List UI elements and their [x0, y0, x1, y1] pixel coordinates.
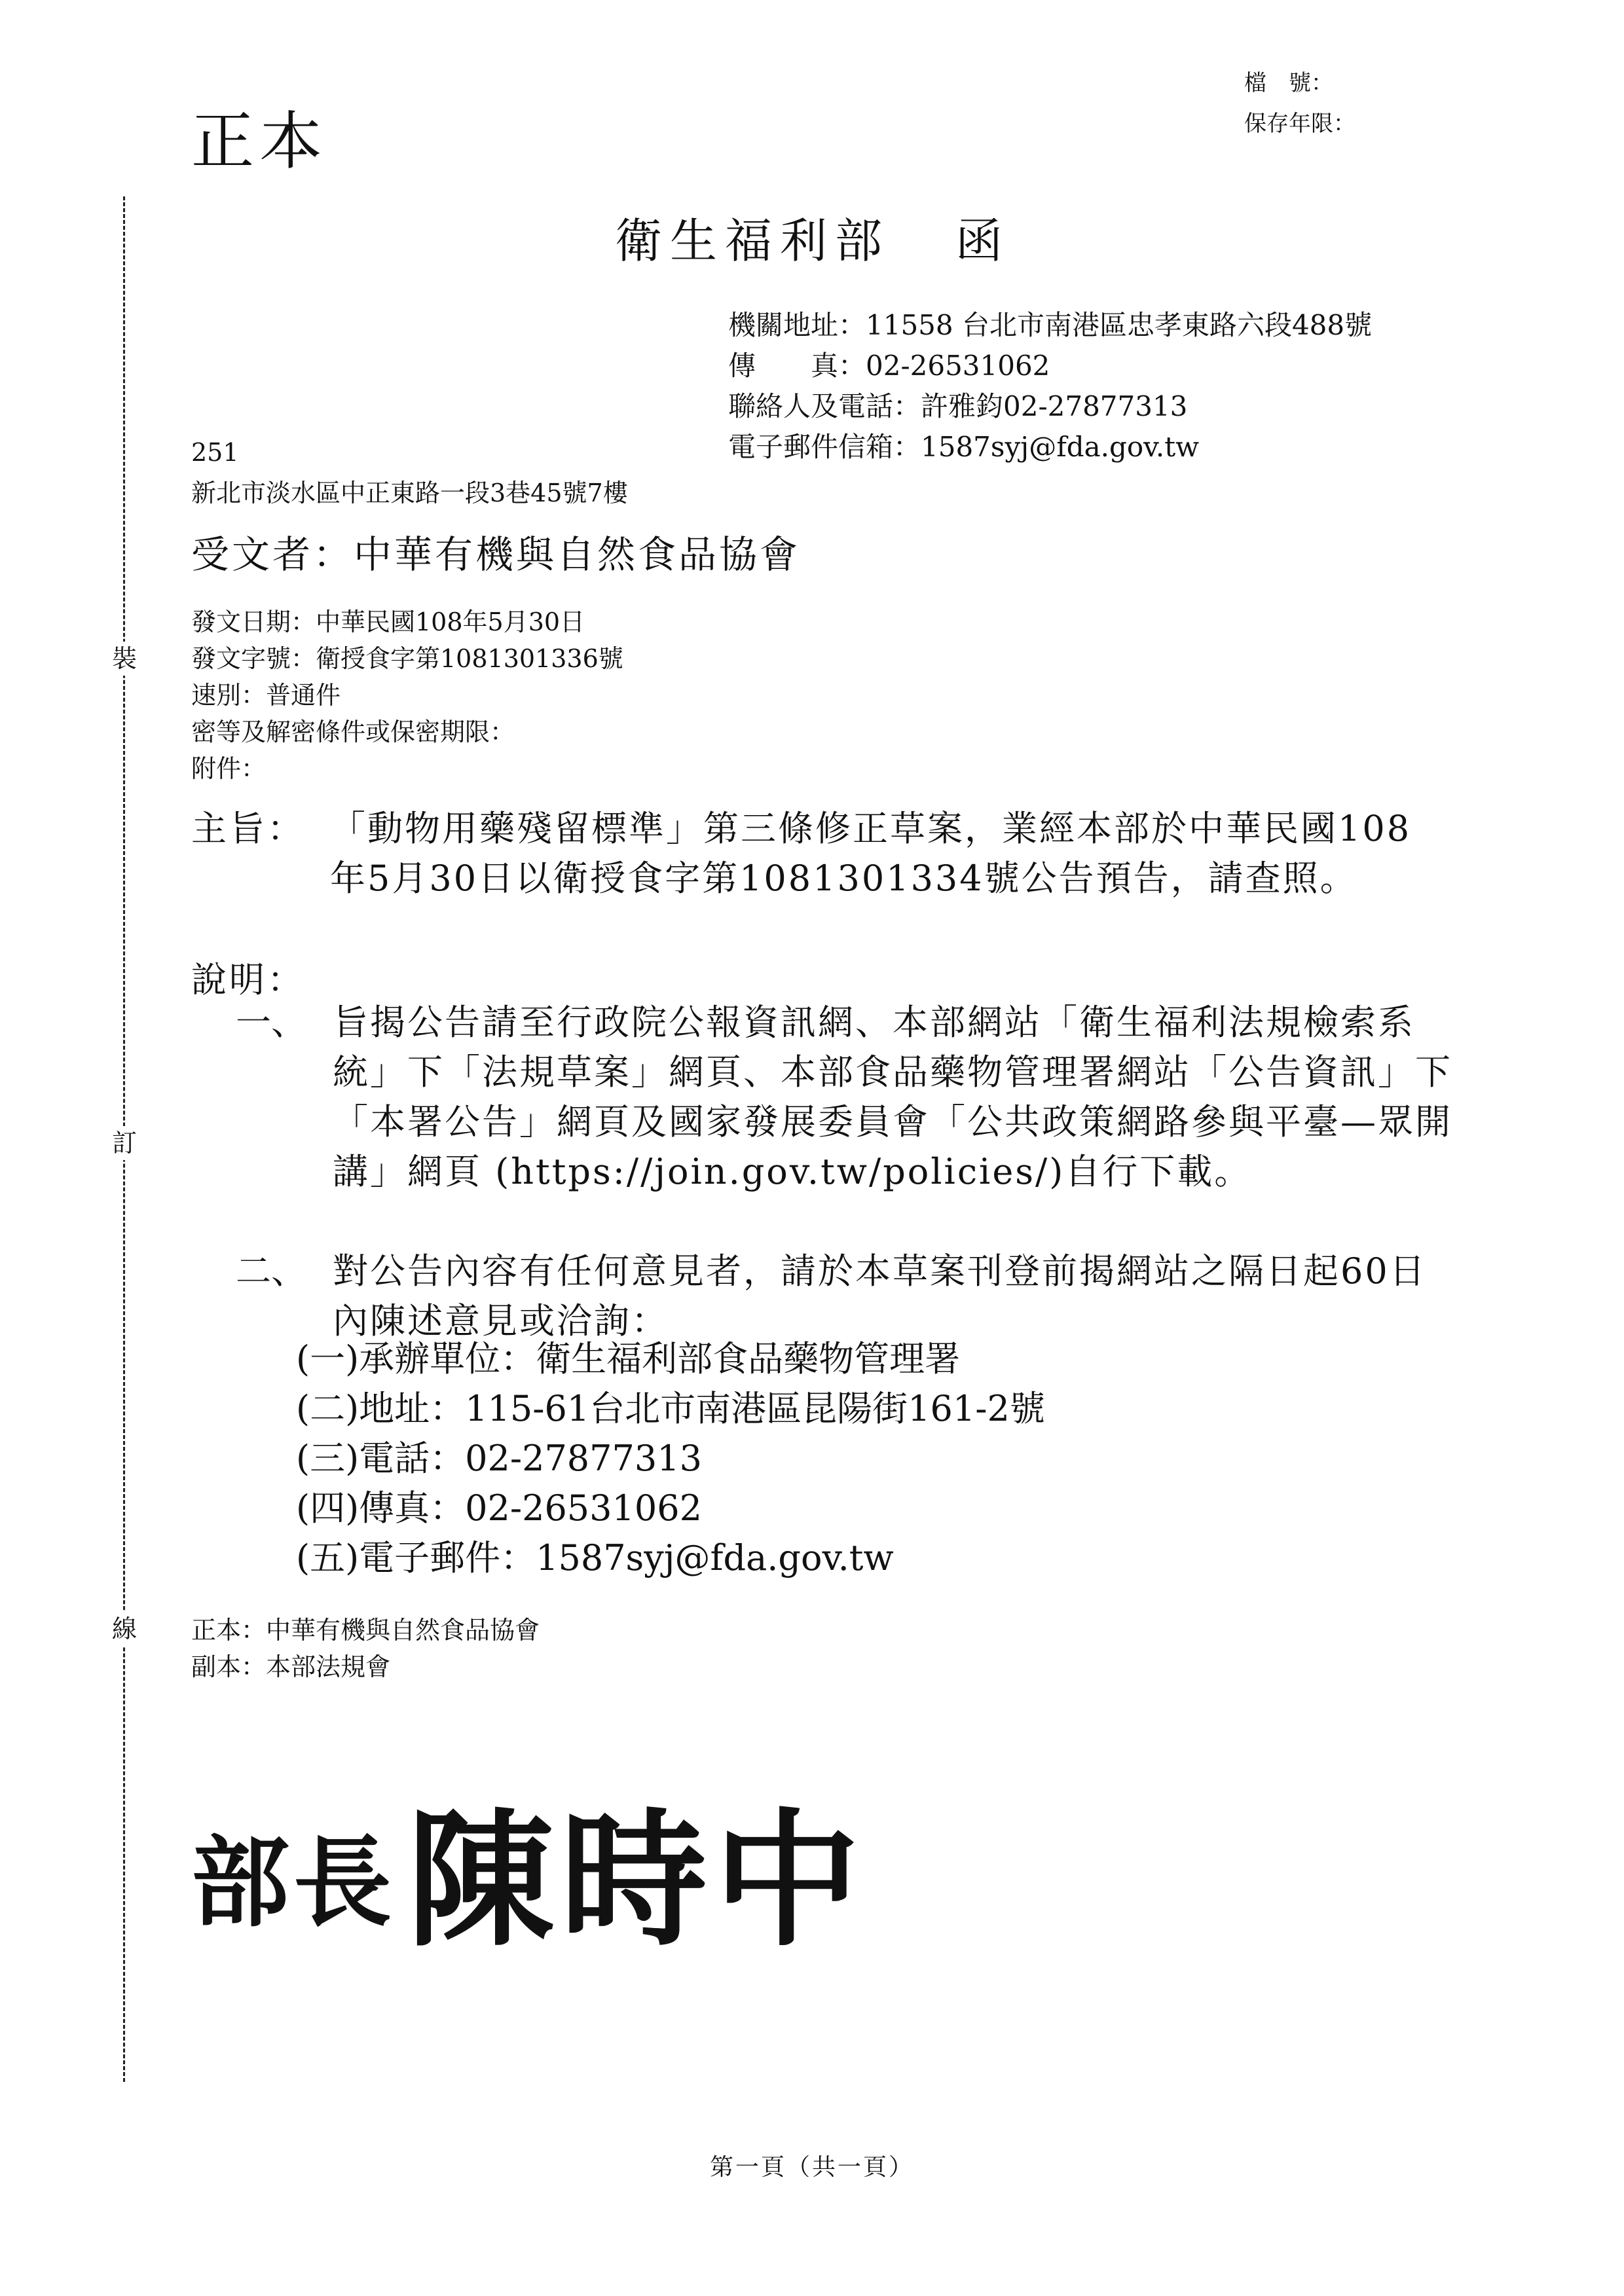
meta-attachment: 附件： — [191, 754, 267, 783]
recipient: 受文者：中華有機與自然食品協會 — [191, 532, 801, 577]
agency-info — [728, 305, 1372, 467]
svg-text:陳時中: 陳時中 — [407, 1794, 867, 1964]
sub-item-address: (二)地址：115-61台北市南港區昆陽街161-2號 — [296, 1388, 1045, 1429]
file-no-label: 檔 號： — [1244, 70, 1333, 96]
retention-label: 保存年限： — [1244, 111, 1356, 137]
copies-original: 正本：中華有機與自然食品協會 — [191, 1616, 540, 1645]
agency-fax: 傳 真：02-26531062 — [728, 350, 1050, 382]
title-org: 衛生福利部 — [614, 213, 890, 268]
copies-duplicate: 副本：本部法規會 — [191, 1652, 391, 1681]
sub-item-phone: (三)電話：02-27877313 — [296, 1438, 702, 1479]
recipient-postal — [191, 432, 628, 513]
agency-contact: 聯絡人及電話：許雅鈞02-27877313 — [728, 390, 1188, 422]
sub-item-unit: (一)承辦單位：衛生福利部食品藥物管理署 — [296, 1338, 961, 1379]
copy-mark: 正本 — [191, 105, 327, 178]
minister-signature — [191, 1768, 990, 1964]
meta-speed: 速別：普通件 — [191, 681, 341, 710]
meta-doc-no: 發文字號：衛授食字第1081301336號 — [191, 644, 623, 673]
binding-char-xian: 線 — [107, 1612, 141, 1646]
binding-char-ding: 訂 — [107, 1126, 141, 1160]
svg-text:部長: 部長 — [191, 1825, 396, 1941]
title-doc-type: 函 — [955, 213, 1010, 268]
subject — [191, 804, 1449, 903]
item-1-number: 一、 — [236, 1002, 306, 1043]
binding-char-zhuang: 裝 — [107, 642, 141, 676]
item-2-number: 二、 — [236, 1250, 306, 1292]
explanation-item-1 — [236, 998, 1454, 1197]
sub-item-fax: (四)傳真：02-26531062 — [296, 1487, 702, 1529]
document-meta — [191, 604, 623, 787]
explanation-label: 說明： — [191, 959, 305, 1000]
meta-secrecy: 密等及解密條件或保密期限： — [191, 718, 515, 746]
item-1-text: 旨揭公告請至行政院公報資訊網、本部網站「衛生福利法規檢索系統」下「法規草案」網頁、本部食品藥物管理署網站「公告資訊」下「本署公告」網頁及國家發展委員會「公共政策網路參與平臺—眾開講」網頁 (https://join.gov.tw/policies/)自行下載。 — [333, 1002, 1452, 1192]
contact-sub-list — [296, 1334, 1045, 1583]
copies-list — [191, 1612, 540, 1685]
agency-email: 電子郵件信箱：1587syj@fda.gov.tw — [728, 431, 1200, 463]
postal-zip: 251 — [191, 438, 239, 467]
document-title — [0, 203, 1624, 271]
subject-label: 主旨： — [191, 808, 305, 849]
postal-address: 新北市淡水區中正東路一段3巷45號7樓 — [191, 479, 628, 507]
subject-text: 「動物用藥殘留標準」第三條修正草案，業經本部於中華民國108年5月30日以衛授食字第1081301334號公告預告，請查照。 — [330, 808, 1412, 899]
explanation-item-2 — [236, 1247, 1454, 1346]
item-2-text: 對公告內容有任何意見者，請於本草案刊登前揭網站之隔日起60日內陳述意見或洽詢： — [333, 1250, 1427, 1341]
sub-item-email: (五)電子郵件：1587syj@fda.gov.tw — [296, 1537, 894, 1578]
agency-address: 機關地址：11558 台北市南港區忠孝東路六段488號 — [728, 309, 1373, 341]
page-footer: 第一頁（共一頁） — [709, 2154, 914, 2181]
file-meta — [1244, 63, 1356, 144]
meta-date: 發文日期：中華民國108年5月30日 — [191, 608, 585, 636]
